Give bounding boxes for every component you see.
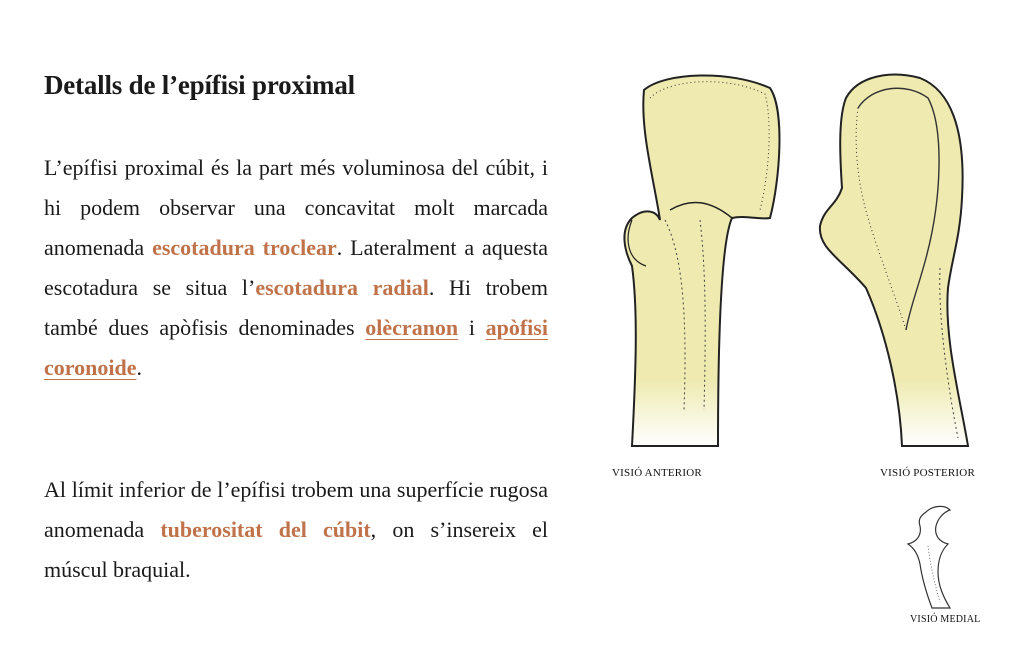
paragraph-tuberositat [44,470,548,590]
text-segment: i [458,315,486,340]
paragraph-proximal-epiphysis [44,148,548,388]
ulna-anterior-illustration [610,70,790,450]
link-apofisi-coronoide[interactable]: apòfisi coronoide [44,315,548,380]
ulna-medial-illustration [898,502,968,610]
caption-medial: VISIÓ MEDIAL [910,614,981,625]
caption-posterior: VISIÓ POSTERIOR [880,467,975,479]
page-title: Detalls de l’epífisi proximal [44,70,355,100]
text-segment: , on s’insereix el múscul braquial. [44,517,549,582]
link-olecranon[interactable]: olècranon [365,315,459,340]
text-segment: . [136,355,142,380]
text-segment: . Lateralment a aquesta escotadura se situa l’ [44,235,548,300]
term-escotadura-radial: escotadura radial [255,275,429,300]
text-segment: L’epífisi proximal és la part més voluminosa del cúbit, i hi podem observar una concavitat molt marcada anomenada [44,155,548,260]
ulna-posterior-illustration [810,68,985,450]
text-segment: Al límit inferior de l’epífisi trobem una superfície rugosa anomenada [44,477,548,542]
text-segment: . Hi trobem també dues apòfisis denominades [44,275,548,340]
term-tuberositat-del-cubit: tuberositat del cúbit [160,517,371,542]
term-escotadura-troclear: escotadura troclear [152,235,337,260]
caption-anterior: VISIÓ ANTERIOR [612,467,702,479]
